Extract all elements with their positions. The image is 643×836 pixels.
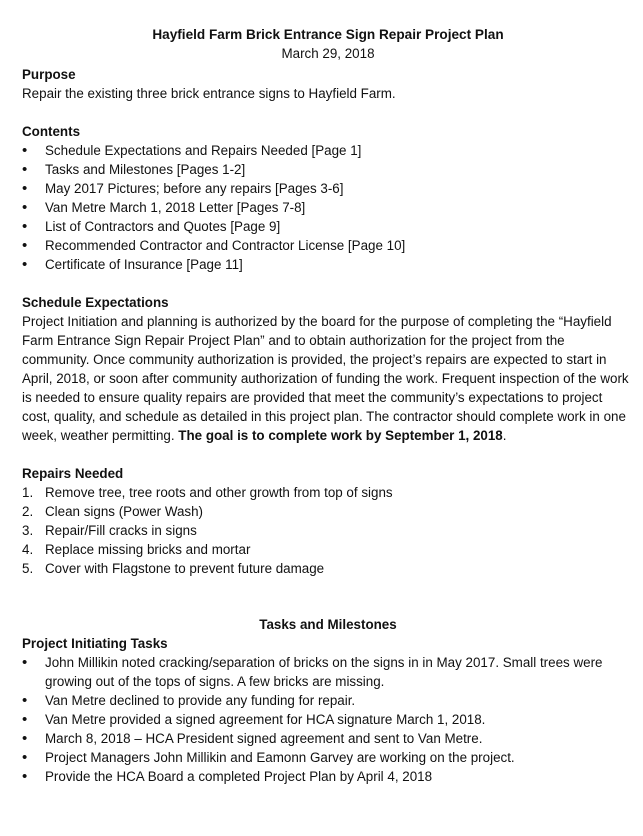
schedule-text: Project Initiation and planning is authorized by the board for the purpose of completing the “Hayfield Farm Entrance Sign Repair Project Plan” and to obtain authorization for the project from the community. Once community authorization is provided, the project’s repairs are expected to start in April, 2018, or soon after community authorization of funding the work. Frequent inspection of the work is needed to ensure quality repairs are provided that meet the community’s expectations to project cost, quality, and schedule as detailed in this project plan. The contractor should complete work in one week, weather permitting.	[22, 314, 629, 443]
repair-text: Repair/Fill cracks in signs	[45, 523, 197, 538]
schedule-goal: The goal is to complete work by September 1, 2018	[178, 428, 503, 443]
repair-item	[22, 559, 634, 578]
task-item: • Van Metre declined to provide any funding for repair.	[22, 691, 634, 710]
contents-list	[22, 141, 634, 274]
repair-number: 5.	[22, 561, 34, 576]
task-item: • March 8, 2018 – HCA President signed agreement and sent to Van Metre.	[22, 729, 634, 748]
repair-number: 1.	[22, 485, 34, 500]
contents-item: • May 2017 Pictures; before any repairs [Pages 3-6]	[22, 179, 634, 198]
task-item: • Provide the HCA Board a completed Project Plan by April 4, 2018	[22, 767, 634, 786]
repair-item	[22, 502, 634, 521]
schedule-paragraph	[22, 312, 634, 445]
document-page	[22, 25, 634, 786]
task-item: • Van Metre provided a signed agreement for HCA signature March 1, 2018.	[22, 710, 634, 729]
repair-text: Clean signs (Power Wash)	[45, 504, 204, 519]
repair-text: Remove tree, tree roots and other growth from top of signs	[45, 485, 393, 500]
repair-number: 3.	[22, 523, 34, 538]
repair-number: 2.	[22, 504, 34, 519]
document-title: Hayfield Farm Brick Entrance Sign Repair Project Plan	[152, 27, 504, 42]
contents-item: • Tasks and Milestones [Pages 1-2]	[22, 160, 634, 179]
repair-item	[22, 483, 634, 502]
repairs-heading: Repairs Needed	[22, 466, 124, 481]
contents-heading: Contents	[22, 124, 81, 139]
tasks-heading: Tasks and Milestones	[259, 617, 397, 632]
schedule-heading: Schedule Expectations	[22, 295, 169, 310]
repair-item	[22, 521, 634, 540]
task-item: • Project Managers John Millikin and Eamonn Garvey are working on the project.	[22, 748, 634, 767]
repairs-list	[22, 483, 634, 578]
contents-item: • List of Contractors and Quotes [Page 9]	[22, 217, 634, 236]
tasks-subheading: Project Initiating Tasks	[22, 636, 168, 651]
repair-text: Cover with Flagstone to prevent future damage	[45, 561, 325, 576]
repair-item	[22, 540, 634, 559]
task-item: • John Millikin noted cracking/separation of bricks on the signs in in May 2017. Small trees were growing out of the tops of signs. A few bricks are missing.	[22, 653, 634, 691]
repair-text: Replace missing bricks and mortar	[45, 542, 251, 557]
contents-item: • Recommended Contractor and Contractor License [Page 10]	[22, 236, 634, 255]
contents-item: • Schedule Expectations and Repairs Needed [Page 1]	[22, 141, 634, 160]
schedule-end: .	[502, 428, 507, 443]
document-date: March 29, 2018	[281, 46, 375, 61]
tasks-list	[22, 653, 634, 786]
contents-item: • Van Metre March 1, 2018 Letter [Pages 7-8]	[22, 198, 634, 217]
purpose-heading: Purpose	[22, 67, 76, 82]
contents-item: • Certificate of Insurance [Page 11]	[22, 255, 634, 274]
purpose-text: Repair the existing three brick entrance signs to Hayfield Farm.	[22, 86, 396, 101]
repair-number: 4.	[22, 542, 34, 557]
